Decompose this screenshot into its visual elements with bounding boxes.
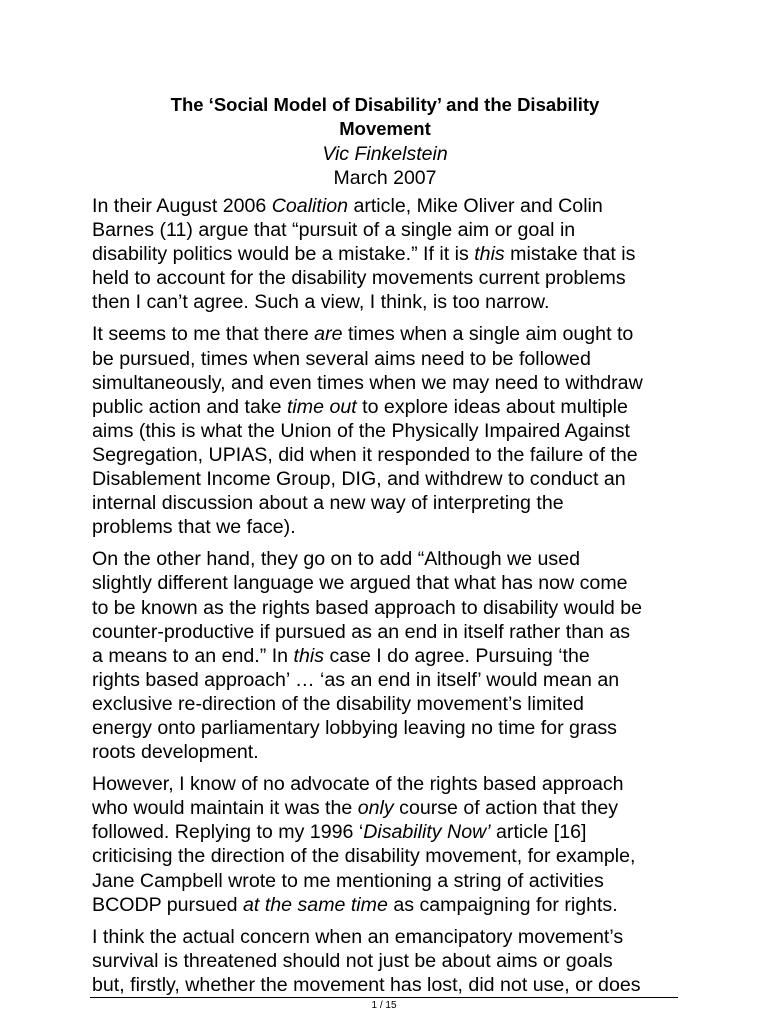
text-run: public action and take xyxy=(92,395,287,418)
text-line xyxy=(92,467,686,491)
text-line xyxy=(92,347,686,371)
text-run: be pursued, times when several aims need to be followed xyxy=(92,347,591,370)
text-run: as campaigning for rights. xyxy=(387,893,618,916)
text-line xyxy=(92,820,686,844)
text-run: article [16] xyxy=(490,821,587,844)
text-line xyxy=(92,419,686,443)
text-run: mistake that is xyxy=(504,243,636,266)
text-line xyxy=(92,218,686,242)
text-line xyxy=(92,893,686,917)
text-line xyxy=(92,322,686,346)
text-line xyxy=(92,925,686,949)
text-line xyxy=(92,772,686,796)
text-run: In their August 2006 xyxy=(92,195,272,217)
text-run: It seems to me that there xyxy=(92,323,315,346)
text-line xyxy=(92,716,686,740)
footer-divider xyxy=(90,997,678,998)
text-run: to be known as the rights based approach to disability would be xyxy=(92,596,643,619)
document-date: March 2007 xyxy=(333,167,437,189)
document-title xyxy=(90,93,680,141)
text-run: aims (this is what the Union of the Physically Impaired Against xyxy=(92,419,630,442)
text-line xyxy=(92,620,686,644)
text-line xyxy=(92,668,686,692)
text-line xyxy=(92,571,686,595)
text-run: course of action that they xyxy=(393,797,619,820)
text-line xyxy=(92,290,686,314)
text-run: disability politics would be a mistake.” If it is xyxy=(92,243,475,266)
text-run: rights based approach’ … ‘as an end in itself’ would mean an xyxy=(92,668,620,691)
text-run: Disablement Income Group, DIG, and withdrew to conduct an xyxy=(92,468,626,491)
text-line xyxy=(92,371,686,395)
text-run: a means to an end.” In xyxy=(92,644,294,667)
text-run: I think the actual concern when an emancipatory movement’s xyxy=(92,925,624,948)
paragraph xyxy=(92,925,686,997)
paragraph xyxy=(92,194,686,314)
text-run: However, I know of no advocate of the rights based approach xyxy=(92,773,624,796)
text-run: counter-productive if pursued as an end in itself rather than as xyxy=(92,620,631,643)
text-run: but, firstly, whether the movement has lost, did not use, or does xyxy=(92,973,641,996)
text-line xyxy=(92,796,686,820)
text-line xyxy=(92,844,686,868)
italic-text: Disability Now’ xyxy=(363,821,491,844)
text-line xyxy=(92,491,686,515)
paragraph xyxy=(92,772,686,917)
document-body xyxy=(92,194,686,1005)
text-run: survival is threatened should not just be about aims or goals xyxy=(92,949,613,972)
document-author: Vic Finkelstein xyxy=(322,143,448,165)
title-line-1: The ‘Social Model of Disability’ and the Disability xyxy=(170,94,600,115)
text-run: problems that we face). xyxy=(92,516,296,539)
italic-text: this xyxy=(293,644,325,667)
paragraph xyxy=(92,547,686,764)
text-run: who would maintain it was the xyxy=(92,797,358,820)
italic-text: only xyxy=(357,797,394,820)
text-run: followed. Replying to my 1996 ‘ xyxy=(92,821,364,844)
page-indicator: 1 / 15 xyxy=(371,1000,397,1011)
text-line xyxy=(92,949,686,973)
text-run: exclusive re-direction of the disability movement’s limited xyxy=(92,692,584,715)
paragraph xyxy=(92,322,686,539)
text-run: criticising the direction of the disability movement, for example, xyxy=(92,845,636,868)
italic-text: time out xyxy=(286,395,357,418)
text-run: held to account for the disability movements current problems xyxy=(92,267,626,290)
text-run: On the other hand, they go on to add “Although we used xyxy=(92,548,581,571)
text-line xyxy=(92,740,686,764)
text-run: energy onto parliamentary lobbying leaving no time for grass xyxy=(92,716,617,739)
italic-text: are xyxy=(314,323,343,346)
text-run: then I can’t agree. Such a view, I think, is too narrow. xyxy=(92,291,550,314)
text-run: Barnes (11) argue that “pursuit of a single aim or goal in xyxy=(92,219,576,242)
title-line-2: Movement xyxy=(339,118,431,139)
italic-text: this xyxy=(474,243,505,266)
text-line xyxy=(92,194,686,218)
text-line xyxy=(92,443,686,467)
text-line xyxy=(92,973,686,997)
text-line xyxy=(92,515,686,539)
text-run: Segregation, UPIAS, did when it responded to the failure of the xyxy=(92,443,638,466)
text-run: simultaneously, and even times when we may need to withdraw xyxy=(92,371,643,394)
text-line xyxy=(92,644,686,668)
italic-text: at the same time xyxy=(243,893,388,916)
text-line xyxy=(92,395,686,419)
text-run: internal discussion about a new way of interpreting the xyxy=(92,492,564,515)
text-line xyxy=(92,242,686,266)
text-run: times when a single aim ought to xyxy=(342,323,634,346)
text-line xyxy=(92,547,686,571)
text-run: BCODP pursued xyxy=(92,893,244,916)
text-run: slightly different language we argued that what has now come xyxy=(92,572,628,595)
text-line xyxy=(92,692,686,716)
text-line xyxy=(92,869,686,893)
text-run: case I do agree. Pursuing ‘the xyxy=(324,644,590,667)
text-run: article, Mike Oliver and Colin xyxy=(348,195,603,217)
text-line xyxy=(92,266,686,290)
text-run: Jane Campbell wrote to me mentioning a string of activities xyxy=(92,869,604,892)
italic-text: Coalition xyxy=(271,195,348,217)
text-run: to explore ideas about multiple xyxy=(356,395,628,418)
text-line xyxy=(92,596,686,620)
text-run: roots development. xyxy=(92,741,259,764)
